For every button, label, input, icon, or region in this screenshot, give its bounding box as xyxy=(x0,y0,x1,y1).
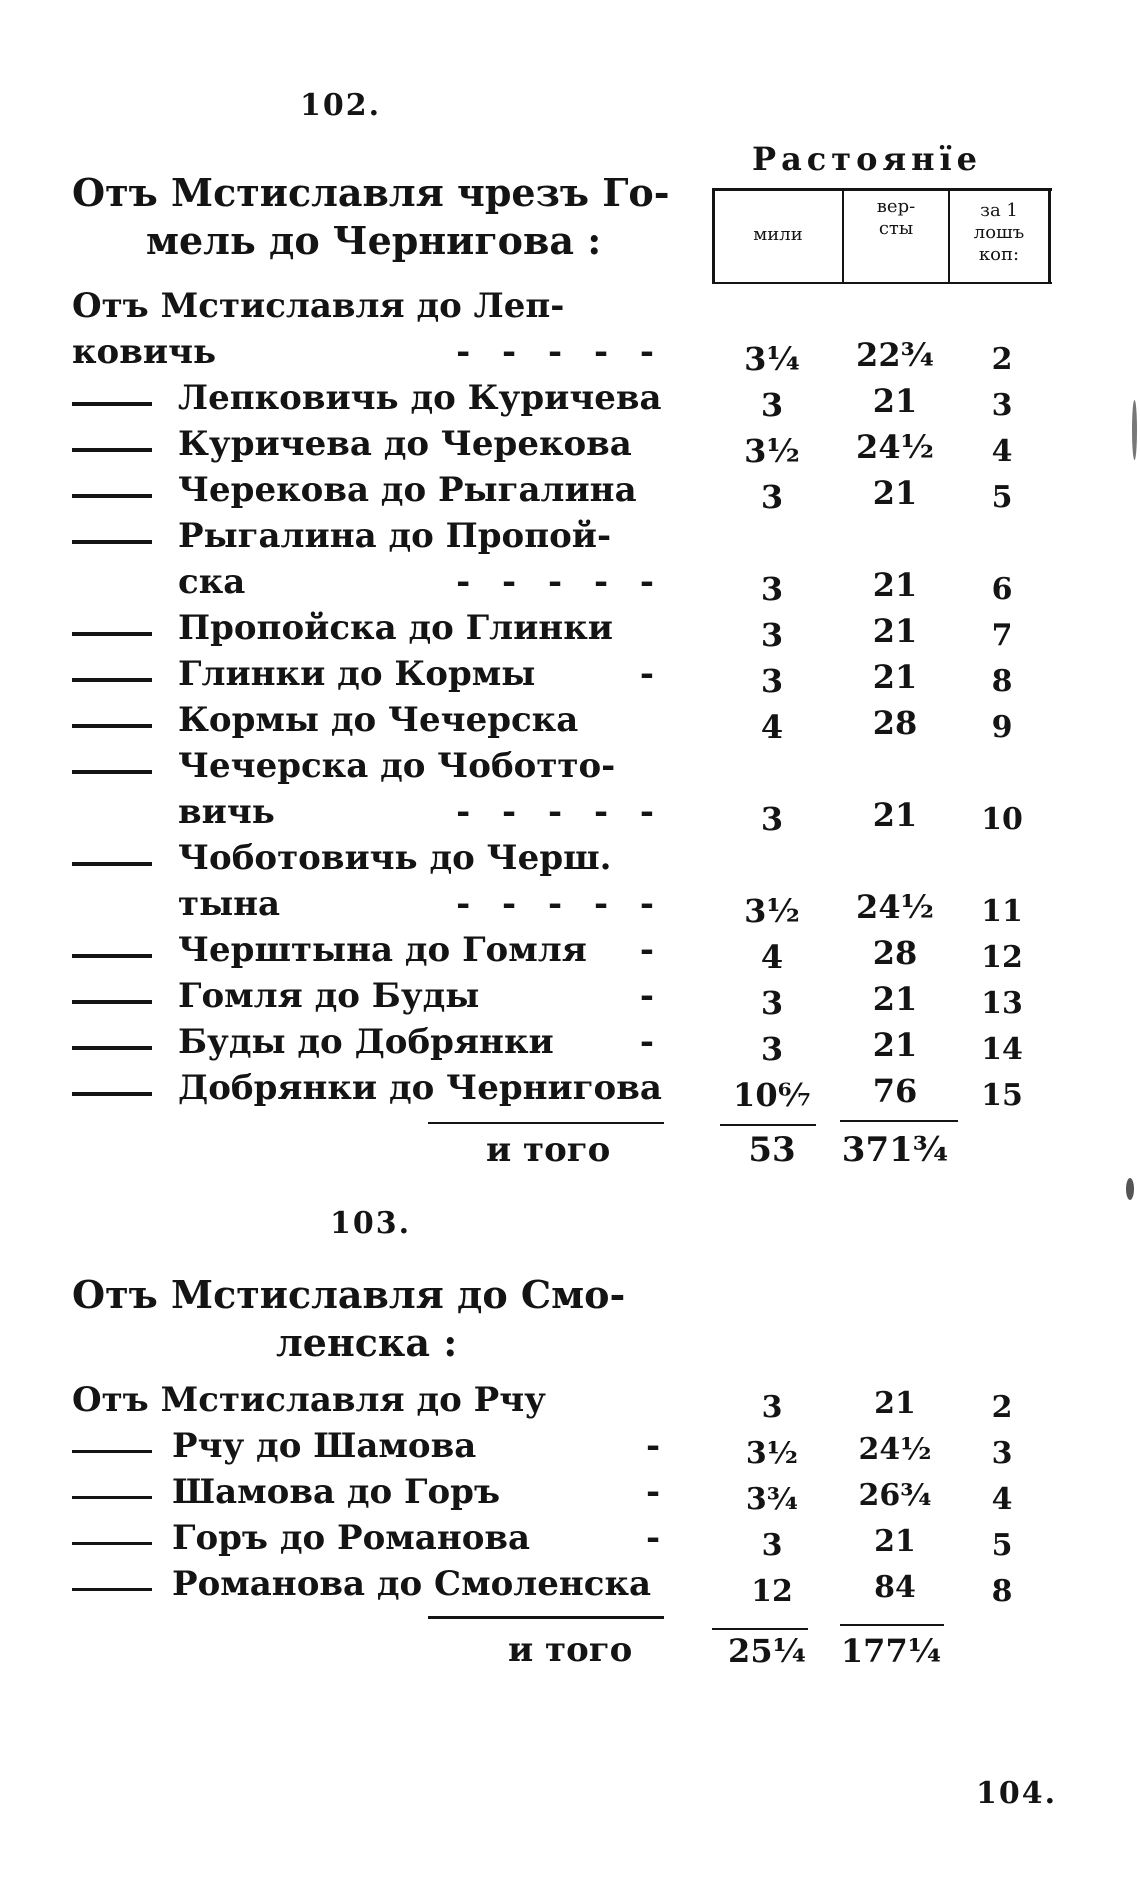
cost-value: 3 xyxy=(991,388,1013,423)
cost-value: 13 xyxy=(981,986,1023,1021)
cost-value: 2 xyxy=(991,342,1013,377)
section2-total-versts: 177¼ xyxy=(840,1632,942,1670)
route-text: Рчу до Шамова xyxy=(172,1426,477,1466)
catchword-page-number: 104. xyxy=(976,1776,1058,1811)
leader-dashes: - - - - - xyxy=(456,792,664,832)
ditto-dash xyxy=(72,402,152,406)
route-text: Черштына до Гомля xyxy=(178,930,587,970)
section2-number: 103. xyxy=(330,1206,412,1241)
cost-value: 14 xyxy=(981,1032,1023,1067)
route-text: Пропойска до Глинки xyxy=(178,608,613,648)
section1-underline xyxy=(428,1122,664,1124)
cost-value: 5 xyxy=(991,1528,1013,1563)
route-text: Рыгалина до Пропой- xyxy=(178,516,612,556)
ditto-dash xyxy=(72,448,152,452)
miles-value: 3½ xyxy=(744,432,800,470)
versts-value: 28 xyxy=(872,704,918,742)
versts-value: 21 xyxy=(872,566,918,604)
route-text: Отъ Мстиславля до Леп- xyxy=(72,286,565,326)
route-text: Романова до Смоленска xyxy=(172,1564,652,1604)
cost-value: 7 xyxy=(991,618,1013,653)
versts-value: 24½ xyxy=(858,1432,932,1467)
section1-heading-line1: Отъ Мстиславля чрезъ Го- xyxy=(72,170,670,215)
versts-value: 24½ xyxy=(856,428,934,466)
ditto-dash xyxy=(72,1092,152,1096)
ditto-dash xyxy=(72,1496,152,1499)
cost-value: 12 xyxy=(981,940,1023,975)
versts-value: 21 xyxy=(872,796,918,834)
ditto-dash xyxy=(72,770,152,774)
miles-value: 3½ xyxy=(745,1436,799,1471)
page-number: 102. xyxy=(300,88,382,123)
cost-value: 6 xyxy=(991,572,1013,607)
cost-value: 5 xyxy=(991,480,1013,515)
leader-dashes: - xyxy=(639,976,664,1016)
distance-header: Растоянїе xyxy=(752,140,983,178)
cost-value: 11 xyxy=(981,894,1023,929)
ditto-dash xyxy=(72,1000,152,1004)
route-text: Чоботовичь до Черш. xyxy=(178,838,612,878)
route-text: Отъ Мстиславля до Рчу xyxy=(72,1380,546,1420)
versts-value: 21 xyxy=(872,658,918,696)
cost-value: 9 xyxy=(991,710,1013,745)
leader-dashes: - xyxy=(646,1518,661,1558)
route-text: Буды до Добрянки xyxy=(178,1022,554,1062)
cost-value: 8 xyxy=(991,664,1013,699)
ditto-dash xyxy=(72,494,152,498)
col-versts-header: вер- сты xyxy=(876,196,916,239)
ditto-dash xyxy=(72,1450,152,1453)
versts-value: 21 xyxy=(872,612,918,650)
section1-miles-sum-rule xyxy=(720,1124,816,1126)
section1-versts-sum-rule xyxy=(840,1120,958,1122)
versts-value: 21 xyxy=(872,980,918,1018)
section2-heading-line2: ленска : xyxy=(276,1320,458,1365)
miles-value: 3 xyxy=(760,662,784,700)
versts-value: 21 xyxy=(872,474,918,512)
versts-value: 21 xyxy=(874,1524,916,1559)
versts-value: 28 xyxy=(872,934,918,972)
section2-versts-sum-rule xyxy=(840,1624,944,1626)
ditto-dash xyxy=(72,724,152,728)
route-text: Добрянки до Чернигова xyxy=(178,1068,662,1108)
ditto-dash xyxy=(72,540,152,544)
route-text-continued: тына xyxy=(178,884,281,924)
cost-value: 2 xyxy=(991,1390,1013,1425)
cost-value: 8 xyxy=(991,1574,1013,1609)
section2-underline xyxy=(428,1616,664,1619)
miles-value: 3¼ xyxy=(744,340,800,378)
miles-value: 4 xyxy=(760,708,784,746)
versts-value: 21 xyxy=(872,382,918,420)
leader-dashes: - xyxy=(646,1472,661,1512)
versts-value: 76 xyxy=(872,1072,918,1110)
section1-total-label: и того xyxy=(486,1130,611,1170)
ink-speck xyxy=(1126,1178,1134,1200)
header-bottom-rule xyxy=(712,282,1052,284)
col-cost-header: за 1 лошъ коп: xyxy=(973,200,1025,265)
route-text-continued: ска xyxy=(178,562,246,602)
ditto-dash xyxy=(72,1046,152,1050)
route-text: Чечерска до Чоботто- xyxy=(178,746,616,786)
cost-value: 3 xyxy=(991,1436,1013,1471)
route-text: Глинки до Кормы xyxy=(178,654,536,694)
versts-value: 84 xyxy=(874,1570,916,1605)
leader-dashes: - xyxy=(639,654,664,694)
miles-value: 12 xyxy=(751,1574,793,1609)
header-divider-1 xyxy=(842,188,844,284)
route-text-continued: ковичь xyxy=(72,332,217,372)
ditto-dash xyxy=(72,1542,152,1545)
versts-value: 21 xyxy=(874,1386,916,1421)
section1-total-versts: 371¾ xyxy=(841,1130,949,1170)
route-text: Лепковичь до Куричева xyxy=(178,378,662,418)
cost-value: 4 xyxy=(991,434,1013,469)
route-text: Шамова до Горъ xyxy=(172,1472,501,1512)
section2-miles-sum-rule xyxy=(712,1628,808,1630)
leader-dashes: - xyxy=(639,1022,664,1062)
miles-value: 4 xyxy=(760,938,784,976)
route-text-continued: вичь xyxy=(178,792,275,832)
header-left-rule xyxy=(712,188,715,284)
ditto-dash xyxy=(72,1588,152,1591)
section2-total-label: и того xyxy=(508,1630,633,1670)
miles-value: 3½ xyxy=(744,892,800,930)
cost-value: 4 xyxy=(991,1482,1013,1517)
miles-value: 3 xyxy=(760,478,784,516)
miles-value: 3 xyxy=(760,570,784,608)
ditto-dash xyxy=(72,678,152,682)
miles-value: 3¾ xyxy=(745,1482,799,1517)
route-text: Черекова до Рыгалина xyxy=(178,470,637,510)
section2-heading-line1: Отъ Мстиславля до Смо- xyxy=(72,1272,626,1317)
route-text: Горъ до Романова xyxy=(172,1518,531,1558)
route-text: Куричева до Черекова xyxy=(178,424,632,464)
leader-dashes: - xyxy=(646,1426,661,1466)
miles-value: 3 xyxy=(761,1390,783,1425)
miles-value: 3 xyxy=(760,800,784,838)
cost-value: 15 xyxy=(981,1078,1023,1113)
leader-dashes: - - - - - xyxy=(456,332,664,372)
header-divider-2 xyxy=(948,188,950,284)
ditto-dash xyxy=(72,862,152,866)
miles-value: 3 xyxy=(760,386,784,424)
cost-value: 10 xyxy=(981,802,1023,837)
header-right-rule xyxy=(1048,188,1051,284)
miles-value: 10⁶⁄₇ xyxy=(733,1076,811,1114)
versts-value: 26¾ xyxy=(858,1478,932,1513)
ditto-dash xyxy=(72,632,152,636)
miles-value: 3 xyxy=(760,984,784,1022)
page-edge-shadow xyxy=(1132,400,1137,460)
versts-value: 22¾ xyxy=(856,336,934,374)
versts-value: 24½ xyxy=(856,888,934,926)
section2-total-miles: 25¼ xyxy=(728,1632,806,1670)
miles-value: 3 xyxy=(760,1030,784,1068)
leader-dashes: - - - - - xyxy=(456,562,664,602)
leader-dashes: - xyxy=(639,930,664,970)
route-text: Гомля до Буды xyxy=(178,976,480,1016)
leader-dashes: - - - - - xyxy=(456,884,664,924)
versts-value: 21 xyxy=(872,1026,918,1064)
route-text: Кормы до Чечерска xyxy=(178,700,579,740)
ditto-dash xyxy=(72,954,152,958)
header-top-rule xyxy=(712,188,1052,191)
section1-total-miles: 53 xyxy=(748,1130,796,1170)
section1-heading-line2: мель до Чернигова : xyxy=(146,218,602,263)
col-miles-header: мили xyxy=(753,224,803,245)
miles-value: 3 xyxy=(760,616,784,654)
miles-value: 3 xyxy=(761,1528,783,1563)
